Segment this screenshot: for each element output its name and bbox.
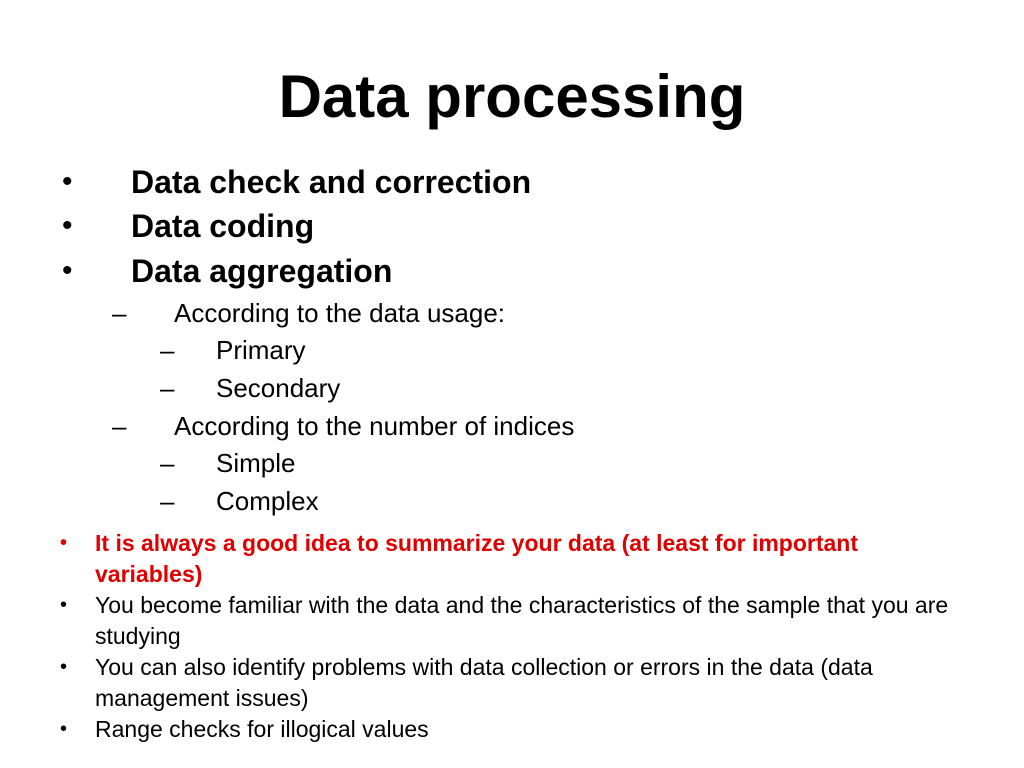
sub-sub-list-item-label: Complex	[216, 486, 319, 516]
list-item	[0, 205, 1024, 247]
dash-icon: –	[112, 411, 127, 441]
dash-icon: –	[160, 448, 175, 478]
note-item	[0, 590, 1024, 652]
bullet-icon: •	[60, 594, 68, 616]
dash-icon: –	[112, 298, 127, 328]
bullet-icon: •	[60, 656, 68, 678]
sub-sub-list-item	[0, 446, 1024, 480]
note-item	[0, 652, 1024, 714]
sub-sub-list-item	[0, 371, 1024, 405]
list-item-label: Data coding	[131, 208, 315, 244]
bullet-icon: •	[62, 209, 73, 242]
note-text: Range checks for illogical values	[95, 716, 429, 742]
notes-list	[0, 528, 1024, 745]
sub-list-item-label: According to the number of indices	[174, 411, 575, 441]
sub-sub-list-item-label: Simple	[216, 448, 296, 478]
slide-title: Data processing	[278, 63, 746, 130]
note-text: You become familiar with the data and the characteristics of the sample that you are studying	[95, 592, 949, 649]
bullet-icon: •	[60, 532, 68, 554]
dash-icon: –	[160, 373, 175, 403]
list-item-label: Data aggregation	[131, 253, 393, 289]
sub-list-item	[0, 409, 1024, 443]
note-text: It is always a good idea to summarize your data (at least for important variables)	[95, 530, 859, 587]
bullet-icon: •	[62, 165, 73, 198]
note-item-highlight	[0, 528, 1024, 590]
sub-list-item-label: According to the data usage:	[174, 298, 506, 328]
sub-sub-list-item-label: Primary	[216, 335, 306, 365]
bullet-icon: •	[60, 718, 68, 740]
note-text: You can also identify problems with data collection or errors in the data (data management issues)	[95, 654, 873, 711]
sub-sub-list-item-label: Secondary	[216, 373, 341, 403]
list-item	[0, 161, 1024, 203]
sub-sub-list-item	[0, 333, 1024, 367]
bullet-icon: •	[62, 254, 73, 287]
note-item	[0, 714, 1024, 745]
list-item-label: Data check and correction	[131, 164, 532, 200]
sub-list-item	[0, 296, 1024, 330]
dash-icon: –	[160, 335, 175, 365]
sub-sub-list-item	[0, 484, 1024, 518]
list-item	[0, 250, 1024, 292]
dash-icon: –	[160, 486, 175, 516]
